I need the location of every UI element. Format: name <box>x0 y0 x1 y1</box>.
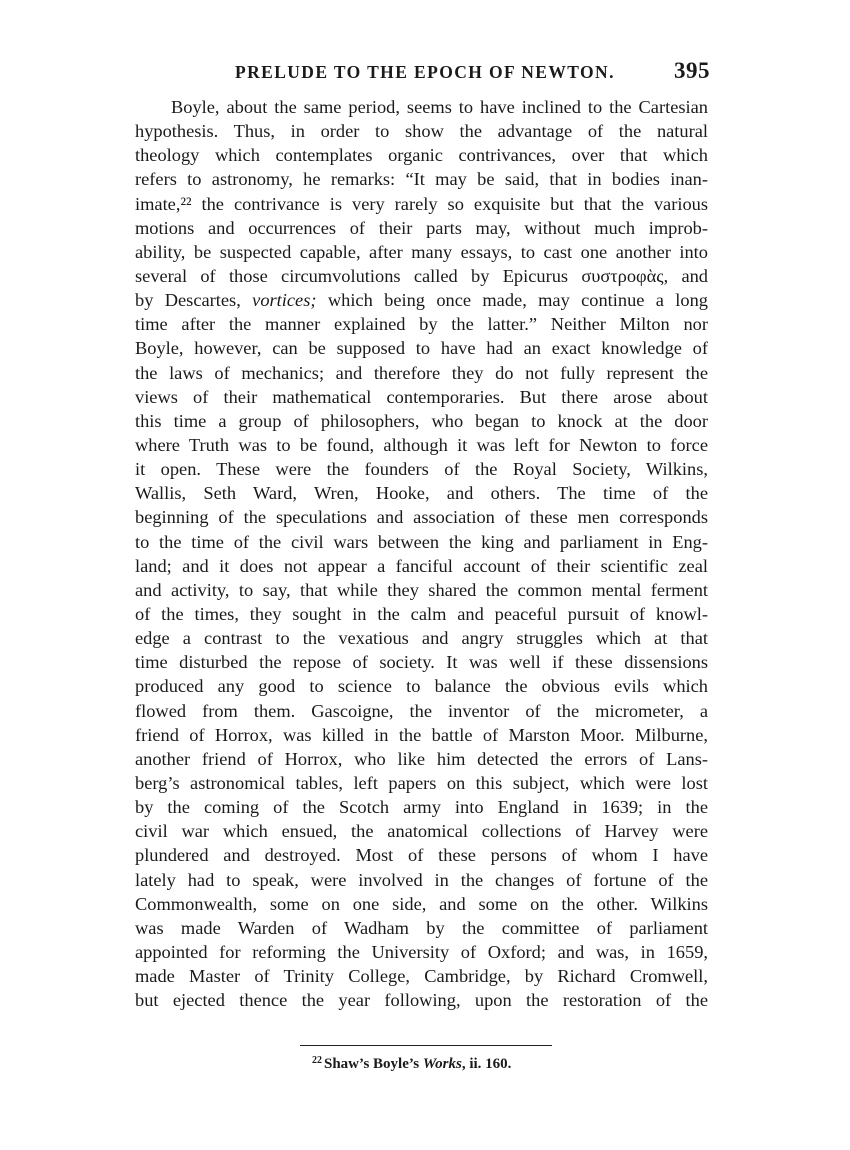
text-line: Wallis, Seth Ward, Wren, Hooke, and others. The time of the <box>135 483 708 504</box>
text-line: this time a group of philosophers, who began to knock at the door <box>135 410 708 431</box>
text-line: imate,²² the contrivance is very rarely so exquisite but that the various <box>135 193 708 214</box>
text-line: edge a contrast to the vexatious and angry struggles which at that <box>135 628 708 649</box>
text-line: made Master of Trinity College, Cambridge, by Richard Cromwell, <box>135 966 708 987</box>
text-line: hypothesis. Thus, in order to show the advantage of the natural <box>135 121 708 142</box>
footnote-text-after: , ii. 160. <box>461 1056 512 1072</box>
text-line: views of their mathematical contemporaries. But there arose about <box>135 386 708 407</box>
text-line: civil war which ensued, the anatomical collections of Harvey were <box>135 821 708 842</box>
text-line: land; and it does not appear a fanciful account of their scientific zeal <box>135 555 708 576</box>
text-line: berg’s astronomical tables, left papers on this subject, which were lost <box>135 772 708 793</box>
text-line: of the times, they sought in the calm and peaceful pursuit of knowl- <box>135 603 708 624</box>
text-line: Commonwealth, some on one side, and some on the other. Wilkins <box>135 893 708 914</box>
text-line: ability, be suspected capable, after many essays, to cast one another into <box>135 241 708 262</box>
body-text <box>135 95 708 1012</box>
text-line: produced any good to science to balance the obvious evils which <box>135 676 708 697</box>
footnote <box>312 1055 511 1073</box>
text-line: Boyle, however, can be supposed to have had an exact knowledge of <box>135 338 708 359</box>
text-line: another friend of Horrox, who like him detected the errors of Lans- <box>135 748 708 769</box>
running-title: PRELUDE TO THE EPOCH OF NEWTON. <box>235 62 615 82</box>
text-line: to the time of the civil wars between the king and parliament in Eng- <box>135 531 708 552</box>
text-line: flowed from them. Gascoigne, the inventor of the micrometer, a <box>135 700 708 721</box>
text-line: by Descartes, vortices; which being once made, may continue a long <box>135 290 708 311</box>
text-line: by the coming of the Scotch army into England in 1639; in the <box>135 797 708 818</box>
footnote-marker: 22 <box>312 1055 322 1066</box>
text-line: time after the manner explained by the latter.” Neither Milton nor <box>135 314 708 335</box>
text-line: plundered and destroyed. Most of these persons of whom I have <box>135 845 708 866</box>
running-head <box>135 58 710 90</box>
text-line: appointed for reforming the University of Oxford; and was, in 1659, <box>135 941 708 962</box>
text-line: where Truth was to be found, although it was left for Newton to force <box>135 434 708 455</box>
text-line: theology which contemplates organic contrivances, over that which <box>135 145 708 166</box>
text-line: several of those circumvolutions called by Epicurus συστροφὰς, and <box>135 265 708 286</box>
footnote-text-before: Shaw’s Boyle’s <box>324 1056 423 1072</box>
text-line: refers to astronomy, he remarks: “It may be said, that in bodies inan- <box>135 169 708 190</box>
text-line: motions and occurrences of their parts may, without much improb- <box>135 217 708 238</box>
text-line: beginning of the speculations and association of these men corresponds <box>135 507 708 528</box>
text-line: friend of Horrox, was killed in the battle of Marston Moor. Milburne, <box>135 724 708 745</box>
text-line: lately had to speak, were involved in the changes of fortune of the <box>135 869 708 890</box>
text-line: time disturbed the repose of society. It was well if these dissensions <box>135 652 708 673</box>
footnote-italic-text: Works <box>422 1056 462 1072</box>
footnote-rule <box>300 1045 552 1046</box>
text-line: Boyle, about the same period, seems to have inclined to the Cartesian <box>171 97 708 117</box>
text-line: the laws of mechanics; and therefore they do not fully represent the <box>135 362 708 383</box>
text-line: it open. These were the founders of the Royal Society, Wilkins, <box>135 459 708 480</box>
text-line: was made Warden of Wadham by the committee of parliament <box>135 917 708 938</box>
text-line: but ejected thence the year following, upon the restoration of the <box>135 990 708 1011</box>
text-line: and activity, to say, that while they shared the common mental ferment <box>135 579 708 600</box>
page-number: 395 <box>674 58 710 83</box>
